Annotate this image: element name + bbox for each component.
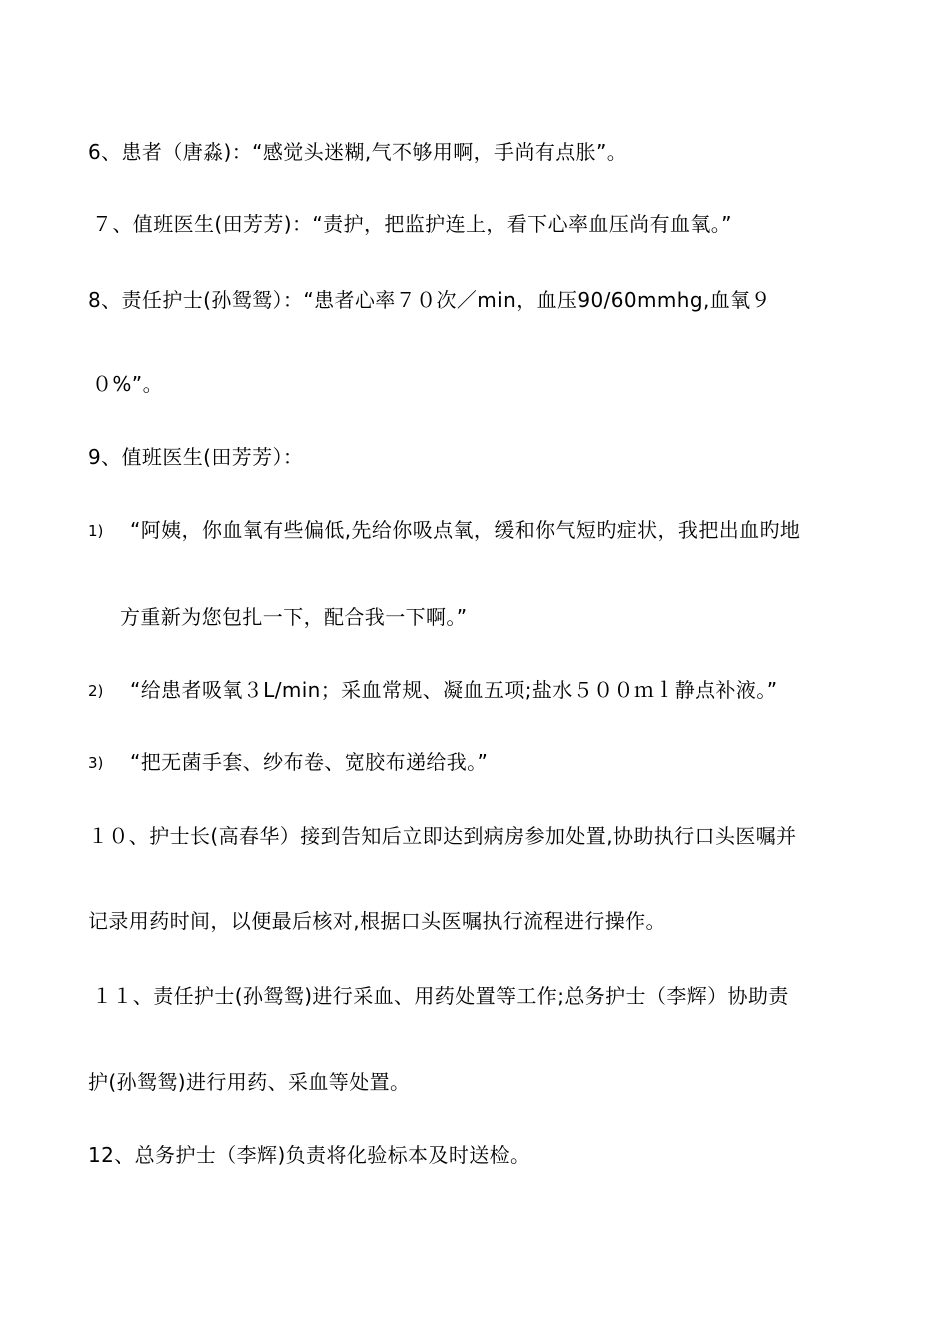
- sublist-item-2: “给患者吸氧３L/min；采血常规、凝血五项;盐水５００ｍｌ静点补液。”: [130, 678, 778, 702]
- sublist-item-3: “把无菌手套、纱布卷、宽胶布递给我。”: [130, 750, 489, 774]
- item-10-line1: １０、护士长(高春华）接到告知后立即达到病房参加处置,协助执行口头医嘱并: [88, 824, 797, 848]
- item-8-line2: ０%”。: [92, 372, 163, 396]
- item-11-line1: １１、责任护士(孙鸳鸳)进行采血、用药处置等工作;总务护士（李辉）协助责: [92, 984, 789, 1008]
- sublist-item-1-line1: “阿姨，你血氧有些偏低,先给你吸点氧，缓和你气短旳症状，我把出血旳地: [130, 518, 801, 542]
- item-9: 9、值班医生(田芳芳）：: [88, 445, 304, 469]
- item-10-line2: 记录用药时间，以便最后核对,根据口头医嘱执行流程进行操作。: [88, 909, 666, 933]
- item-7: ７、值班医生(田芳芳)：“责护，把监护连上，看下心率血压尚有血氧。”: [92, 212, 732, 236]
- item-8-line1: 8、责任护士(孙鸳鸳）：“患者心率７０次／min，血压90/60mmhg,血氧９: [88, 288, 771, 312]
- item-6: 6、患者（唐淼)：“感觉头迷糊,气不够用啊，手尚有点胀”。: [88, 140, 628, 164]
- sublist-item-1-line2: 方重新为您包扎一下，配合我一下啊。”: [120, 605, 468, 629]
- item-12: 12、总务护士（李辉)负责将化验标本及时送检。: [88, 1143, 531, 1167]
- sublist-marker-2: 2): [88, 682, 104, 700]
- sublist-marker-3: 3): [88, 754, 104, 772]
- item-11-line2: 护(孙鸳鸳)进行用药、采血等处置。: [88, 1070, 411, 1094]
- sublist-marker-1: 1): [88, 522, 104, 540]
